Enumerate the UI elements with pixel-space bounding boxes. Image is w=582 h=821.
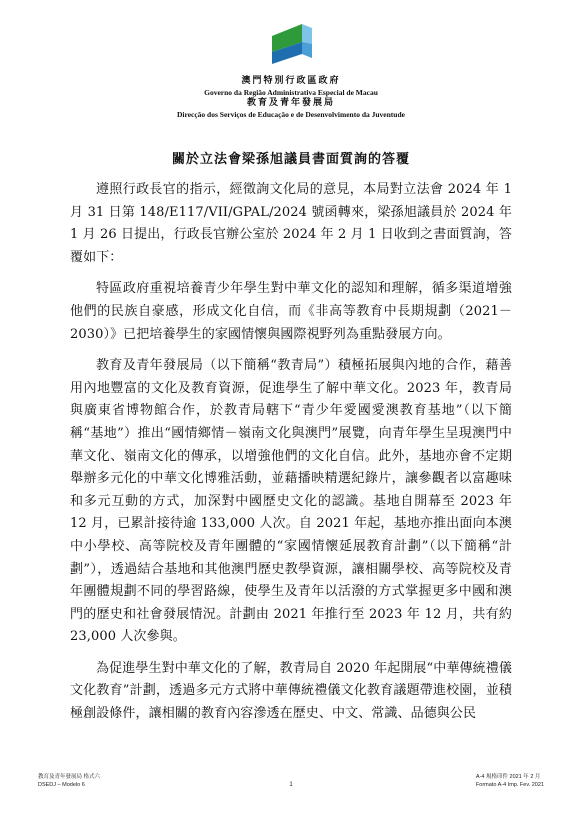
document-body xyxy=(70,179,512,735)
footer-format-pt: Formato A-4 Imp. Fev. 2021 xyxy=(475,782,544,788)
macau-education-logo-icon xyxy=(268,22,314,66)
footer-form-code: DSEDJ – Modelo 6 xyxy=(38,782,85,788)
paragraph-3: 教育及青年發展局（以下簡稱“教青局”）積極拓展與內地的合作，藉善用內地豐富的文化及教育資源，促進學生了解中華文化。2023 年，教青局與廣東省博物館合作，於教青局轄下“青少年愛國愛澳教育基地”（以下簡稱“基地”）推出“國情鄉情－嶺南文化與澳門”展覽，向青年學生呈現澳門中華文化、嶺南文化的傳承，以增強他們的文化自信。此外，基地亦會不定期舉辦多元化的中華文化博雅活動，並藉播映精選紀錄片，讓參觀者以富趣味和多元互動的方式，加深對中國歷史文化的認識。基地自開幕至 2023 年 12 月，已累計接待逾 133,000 人次。自 2021 年起，基地亦推出面向本澳中小學校、高等院校及青年團體的“家國情懷延展教育計劃”（以下簡稱“計劃”），透過結合基地和其他澳門歷史教學資源，讓相關學校、高等院校及青年團體規劃不同的學習路線，使學生及青年以活潑的方式掌握更多中國和澳門的歷史和社會發展情況。計劃由 2021 年推行至 2023 年 12 月，共有約 23,000 人次參與。 xyxy=(70,358,512,645)
paragraph-1: 遵照行政長官的指示，經徵詢文化局的意見，本局對立法會 2024 年 1 月 31 日第 148/E117/VII/GPAL/2024 號函轉來，梁孫旭議員於 2024 年 1 月 26 日提出，行政長官辦公室於 2024 年 2 月 1 日收到之書面質詢，答覆如下： xyxy=(70,182,512,265)
footer-format-cn: A-4 規格印件 2021 年 2 月 xyxy=(475,774,541,780)
paragraph-4: 為促進學生對中華文化的了解，教青局自 2020 年起開展“中華傳統禮儀文化教育”計劃，透過多元方式將中華傳統禮儀文化教育議題帶進校園，並積極創設條件，讓相關的教育內容滲透在歷史、中文、常識、品德與公民 xyxy=(70,660,512,722)
footer-right xyxy=(476,773,544,789)
letterhead xyxy=(0,76,582,120)
government-name-pt: Governo da Região Administrativa Especial de Macau xyxy=(204,88,378,97)
document-title: 關於立法會梁孫旭議員書面質詢的答覆 xyxy=(171,152,410,167)
paragraph-2: 特區政府重視培養青少年學生對中華文化的認知和理解，循多渠道增強他們的民族自豪感，形成文化自信，而《非高等教育中長期規劃（2021－2030）》已把培養學生的家國情懷與國際視野列為重點發展方向。 xyxy=(70,281,512,342)
department-name-pt: Direcção dos Serviços de Educação e de Desenvolvimento da Juventude xyxy=(177,110,405,119)
page-number: 1 xyxy=(289,782,293,788)
government-name-cn: 澳門特別行政區政府 xyxy=(241,76,341,86)
footer-form-cn: 教育及青年發展局 格式六 xyxy=(38,774,101,780)
department-name-cn: 教育及青年發展局 xyxy=(246,98,335,108)
page-footer xyxy=(0,773,582,797)
